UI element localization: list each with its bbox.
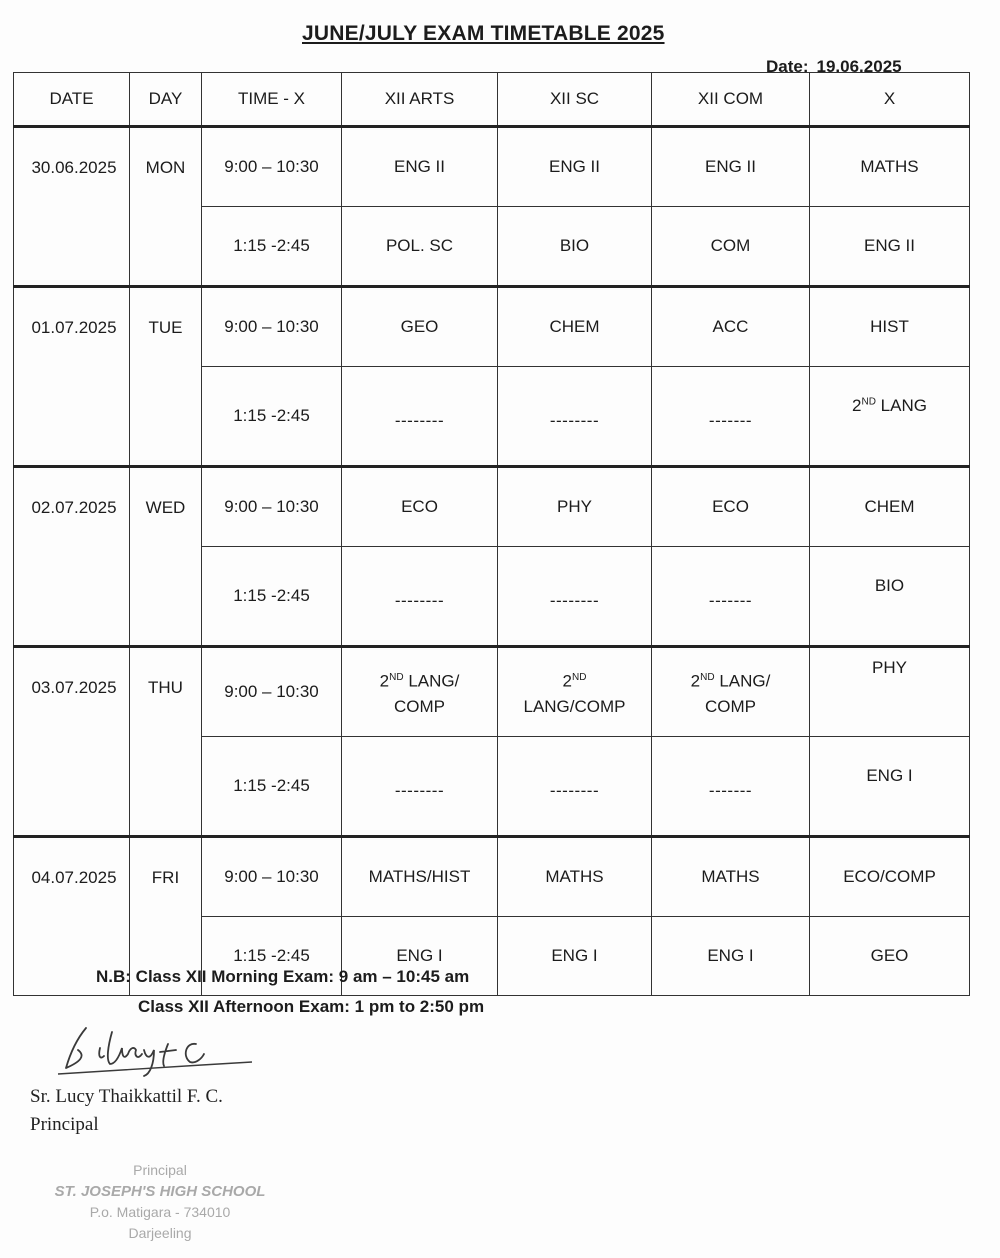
xii-sc-cell: ENG I bbox=[498, 917, 652, 996]
time-cell: 1:15 -2:45 bbox=[202, 367, 342, 467]
x-cell: GEO bbox=[810, 917, 970, 996]
date-value: 19.06.2025 bbox=[816, 57, 902, 76]
day-cell: THU bbox=[130, 647, 202, 837]
xii-arts-cell: POL. SC bbox=[342, 207, 498, 287]
subject-label: LANG/ bbox=[408, 671, 460, 691]
time-cell: 1:15 -2:45 bbox=[202, 207, 342, 287]
x-cell: BIO bbox=[810, 547, 970, 647]
xii-sc-cell: -------- bbox=[498, 737, 652, 837]
subject-label: LANG bbox=[880, 396, 927, 415]
morning-note: N.B: Class XII Morning Exam: 9 am – 10:45 am bbox=[96, 967, 470, 986]
time-cell: 9:00 – 10:30 bbox=[202, 837, 342, 917]
table-row bbox=[14, 467, 970, 547]
xii-arts-cell: -------- bbox=[342, 367, 498, 467]
day-cell: TUE bbox=[130, 287, 202, 467]
xii-com-cell: ENG II bbox=[652, 127, 810, 207]
stamp-address: P.o. Matigara - 734010 bbox=[89, 1204, 231, 1220]
xii-com-cell: ------- bbox=[652, 737, 810, 837]
header-xii-sc: XII SC bbox=[498, 73, 652, 127]
xii-com-cell bbox=[652, 647, 810, 737]
subject-label: COMP bbox=[394, 696, 445, 716]
header-x: X bbox=[810, 73, 970, 127]
exam-notes bbox=[96, 962, 484, 1022]
x-cell: ENG II bbox=[810, 207, 970, 287]
header-row bbox=[14, 73, 970, 127]
signatory-name: Sr. Lucy Thaikkattil F. C. bbox=[30, 1086, 223, 1107]
xii-arts-cell: MATHS/HIST bbox=[342, 837, 498, 917]
subject-label: COMP bbox=[705, 696, 756, 716]
table-row bbox=[14, 287, 970, 367]
afternoon-note: Class XII Afternoon Exam: 1 pm to 2:50 pm bbox=[138, 997, 485, 1016]
header-xii-com: XII COM bbox=[652, 73, 810, 127]
stamp-district: Darjeeling bbox=[128, 1225, 192, 1241]
x-cell: CHEM bbox=[810, 467, 970, 547]
header-time: TIME - X bbox=[202, 73, 342, 127]
x-cell: PHY bbox=[810, 647, 970, 737]
date-cell: 02.07.2025 bbox=[14, 467, 130, 647]
date-cell: 04.07.2025 bbox=[14, 837, 130, 996]
x-cell: ECO/COMP bbox=[810, 837, 970, 917]
xii-arts-cell: GEO bbox=[342, 287, 498, 367]
time-cell: 1:15 -2:45 bbox=[202, 917, 342, 996]
header-day: DAY bbox=[130, 73, 202, 127]
xii-sc-cell bbox=[498, 647, 652, 737]
xii-arts-cell: -------- bbox=[342, 737, 498, 837]
date-cell: 30.06.2025 bbox=[14, 127, 130, 287]
xii-com-cell: ENG I bbox=[652, 917, 810, 996]
time-cell: 9:00 – 10:30 bbox=[202, 647, 342, 737]
xii-com-cell: ------- bbox=[652, 367, 810, 467]
subject-label: LANG/COMP bbox=[523, 696, 626, 716]
school-stamp bbox=[40, 1160, 280, 1244]
xii-arts-cell: ENG II bbox=[342, 127, 498, 207]
ordinal-number: 2 bbox=[562, 671, 572, 691]
xii-sc-cell: MATHS bbox=[498, 837, 652, 917]
xii-arts-cell bbox=[342, 647, 498, 737]
xii-sc-cell: BIO bbox=[498, 207, 652, 287]
header-date: DATE bbox=[14, 73, 130, 127]
table-row bbox=[14, 647, 970, 737]
table-row bbox=[14, 127, 970, 207]
time-cell: 1:15 -2:45 bbox=[202, 737, 342, 837]
ordinal-number: 2 bbox=[379, 671, 390, 691]
page-title: JUNE/JULY EXAM TIMETABLE 2025 bbox=[302, 22, 665, 45]
day-cell: WED bbox=[130, 467, 202, 647]
xii-com-cell: MATHS bbox=[652, 837, 810, 917]
ordinal-suffix: ND bbox=[861, 396, 876, 408]
ordinal-suffix: ND bbox=[700, 672, 715, 684]
x-cell: ENG I bbox=[810, 737, 970, 837]
xii-com-cell: ACC bbox=[652, 287, 810, 367]
ordinal-number: 2 bbox=[690, 671, 701, 691]
subject-label: LANG/ bbox=[719, 671, 771, 691]
time-cell: 9:00 – 10:30 bbox=[202, 287, 342, 367]
xii-sc-cell: ENG II bbox=[498, 127, 652, 207]
xii-com-cell: ECO bbox=[652, 467, 810, 547]
xii-sc-cell: -------- bbox=[498, 367, 652, 467]
xii-sc-cell: PHY bbox=[498, 467, 652, 547]
stamp-title: Principal bbox=[133, 1162, 187, 1178]
header-xii-arts: XII ARTS bbox=[342, 73, 498, 127]
xii-com-cell: ------- bbox=[652, 547, 810, 647]
x-cell: HIST bbox=[810, 287, 970, 367]
xii-arts-cell: ENG I bbox=[342, 917, 498, 996]
exam-timetable bbox=[13, 72, 970, 996]
xii-sc-cell: CHEM bbox=[498, 287, 652, 367]
xii-arts-cell: -------- bbox=[342, 547, 498, 647]
date-cell: 03.07.2025 bbox=[14, 647, 130, 837]
date-cell: 01.07.2025 bbox=[14, 287, 130, 467]
handwritten-signature bbox=[56, 1020, 256, 1080]
signatory-block bbox=[30, 1083, 223, 1139]
table-row bbox=[14, 837, 970, 917]
day-cell: FRI bbox=[130, 837, 202, 996]
signatory-role: Principal bbox=[30, 1114, 99, 1135]
x-cell bbox=[810, 367, 970, 467]
xii-com-cell: COM bbox=[652, 207, 810, 287]
ordinal-suffix: ND bbox=[572, 672, 587, 684]
x-cell: MATHS bbox=[810, 127, 970, 207]
time-cell: 9:00 – 10:30 bbox=[202, 127, 342, 207]
day-cell: MON bbox=[130, 127, 202, 287]
ordinal-suffix: ND bbox=[389, 672, 404, 684]
ordinal-number: 2 bbox=[852, 396, 862, 415]
time-cell: 9:00 – 10:30 bbox=[202, 467, 342, 547]
stamp-school-name: ST. JOSEPH'S HIGH SCHOOL bbox=[54, 1183, 266, 1200]
time-cell: 1:15 -2:45 bbox=[202, 547, 342, 647]
xii-arts-cell: ECO bbox=[342, 467, 498, 547]
xii-sc-cell: -------- bbox=[498, 547, 652, 647]
date-label: Date: bbox=[766, 57, 809, 76]
